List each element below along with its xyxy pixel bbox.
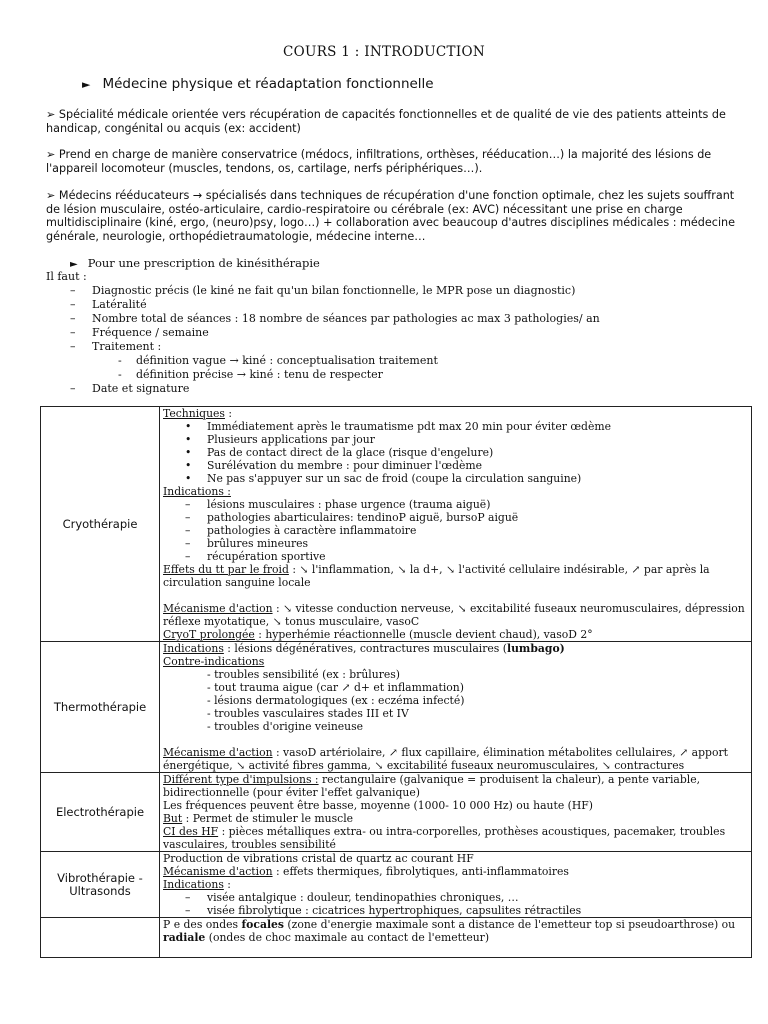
list-item: – Nombre total de séances : 18 nombre de séances par pathologies ac max 3 pathologies/ an (70, 312, 600, 325)
ondes-de-choc-content: P e des ondes focales (zone d'energie maximale sont a distance de l'emetteur top si pseudoarthrose) ou radiale (ondes de choc maximale au contact de l'emetteur) (160, 918, 752, 958)
table-row (41, 852, 752, 918)
cryotherapie-content: Techniques : • Immédiatement après le traumatisme pdt max 20 min pour éviter œdème • Plusieurs applications par jour • Pas de contact direct de la glace (risque d'engelure) • Surélévation du membre : pour diminuer l'œdème • Ne pas s'appuyer sur un sac de froid (coupe la circulation sanguine) Indications : – lésions musculaires : phase urgence (trauma aiguë) – pathologies abarticulaires: tendinoP aiguë, bursoP aiguë – pathologies à caractère inflammatoire – brûlures mineures – récupération sportive Effets du tt par le froid : ↘ l'inflammation, ↘ la d+, ↘ l'activité cellulaire indésirable, ↗ par après la circulation sanguine locale Mécanisme d'action : ↘ vitesse conduction nerveuse, ↘ excitabilité fuseaux neuromusculaires, dépression réflexe myotatique, ↘ tonus musculaire, vasoC CryoT prolongée : hyperhémie réactionnelle (muscle devient chaud), vasoD 2° (160, 407, 752, 642)
electrotherapie-content: Différent type d'impulsions : rectangulaire (galvanique = produisent la chaleur), a pente variable, bidirectionnelle (pour éviter l'effet galvanique) Les fréquences peuvent être basse, moyenne (1000- 10 000 Hz) ou haute (HF) But : Permet de stimuler le muscle CI des HF : pièces métalliques extra- ou intra-corporelles, prothèses acoustiques, pacemaker, troubles vasculaires, troubles sensibilité (160, 773, 752, 852)
sub-list-item: - définition vague → kiné : conceptualisation traitement (118, 354, 438, 367)
paragraph-prise-en-charge: ➢ Prend en charge de manière conservatrice (médocs, infiltrations, orthèses, rééducation…) la majorité des lésions de l'appareil locomoteur (muscles, tendons, os, cartilage, nerfs périphériques…). (46, 148, 712, 175)
table-row (41, 642, 752, 773)
list-item: – Date et signature (70, 382, 190, 395)
paragraph-specialite: ➢ Spécialité médicale orientée vers récupération de capacités fonctionnelles et de qualité de vie des patients atteints de handicap, congénital ou acquis (ex: accident) (46, 108, 726, 135)
therapies-table (40, 406, 752, 958)
section-heading-mpr (82, 76, 434, 92)
vibrotherapie-content: Production de vibrations cristal de quartz ac courant HF Mécanisme d'action : effets thermiques, fibrolytiques, anti-inflammatoires Indications : – visée antalgique : douleur, tendinopathies chroniques, … – visée fibrolytique : cicatrices hypertrophiques, capsulites rétractiles (160, 852, 752, 918)
row-header-empty (41, 918, 160, 958)
section-heading-text: Médecine physique et réadaptation fonctionnelle (102, 76, 434, 92)
section-heading-prescription (70, 256, 320, 270)
list-item: – Diagnostic précis (le kiné ne fait qu'un bilan fonctionnelle, le MPR pose un diagnostic) (70, 284, 576, 297)
section-heading-text: Pour une prescription de kinésithérapie (87, 256, 320, 270)
table-row (41, 773, 752, 852)
row-header-electrotherapie: Electrothérapie (41, 773, 160, 852)
thermotherapie-content: Indications : lésions dégénératives, contractures musculaires (lumbago) Contre-indications - troubles sensibilité (ex : brûlures) - tout trauma aigue (car ↗ d+ et inflammation) - lésions dermatologiques (ex : eczéma infecté) - troubles vasculaires stades III et IV - troubles d'origine veineuse Mécanisme d'action : vasoD artériolaire, ↗ flux capillaire, élimination métabolites cellulaires, ↗ apport énergétique, ↘ activité fibres gamma, ↘ excitabilité fuseaux neuromusculaires, ↘ contractures (160, 642, 752, 773)
row-header-cryotherapie: Cryothérapie (41, 407, 160, 642)
row-header-vibrotherapie: Vibrothérapie - Ultrasonds (41, 852, 160, 918)
table-row (41, 407, 752, 642)
table-row (41, 918, 752, 958)
pointer-arrow-icon: ► (70, 259, 78, 270)
list-item: – Latéralité (70, 298, 147, 311)
paragraph-medecins: ➢ Médecins rééducateurs → spécialisés dans techniques de récupération d'une fonction optimale, chez les sujets souffrant de lésion musculaire, ostéo-articulaire, cardio-respiratoire ou cérébrale (ex: AVC) nécessitant une prise en charge multidisciplinaire (kiné, ergo, (neuro)psy, logo…) + collaboration avec beaucoup d'autres disciplines médicales : médecine générale, neurologie, orthopédietraumatologie, médecine interne… (46, 189, 736, 243)
page-title: COURS 1 : INTRODUCTION (283, 44, 485, 60)
il-faut-label: Il faut : (46, 270, 87, 283)
list-item: – Traitement : (70, 340, 162, 353)
prescription-list (70, 284, 600, 396)
sub-list-item: - définition précise → kiné : tenu de respecter (118, 368, 383, 381)
list-item: – Fréquence / semaine (70, 326, 209, 339)
row-header-thermotherapie: Thermothérapie (41, 642, 160, 773)
pointer-arrow-icon: ► (82, 78, 91, 91)
